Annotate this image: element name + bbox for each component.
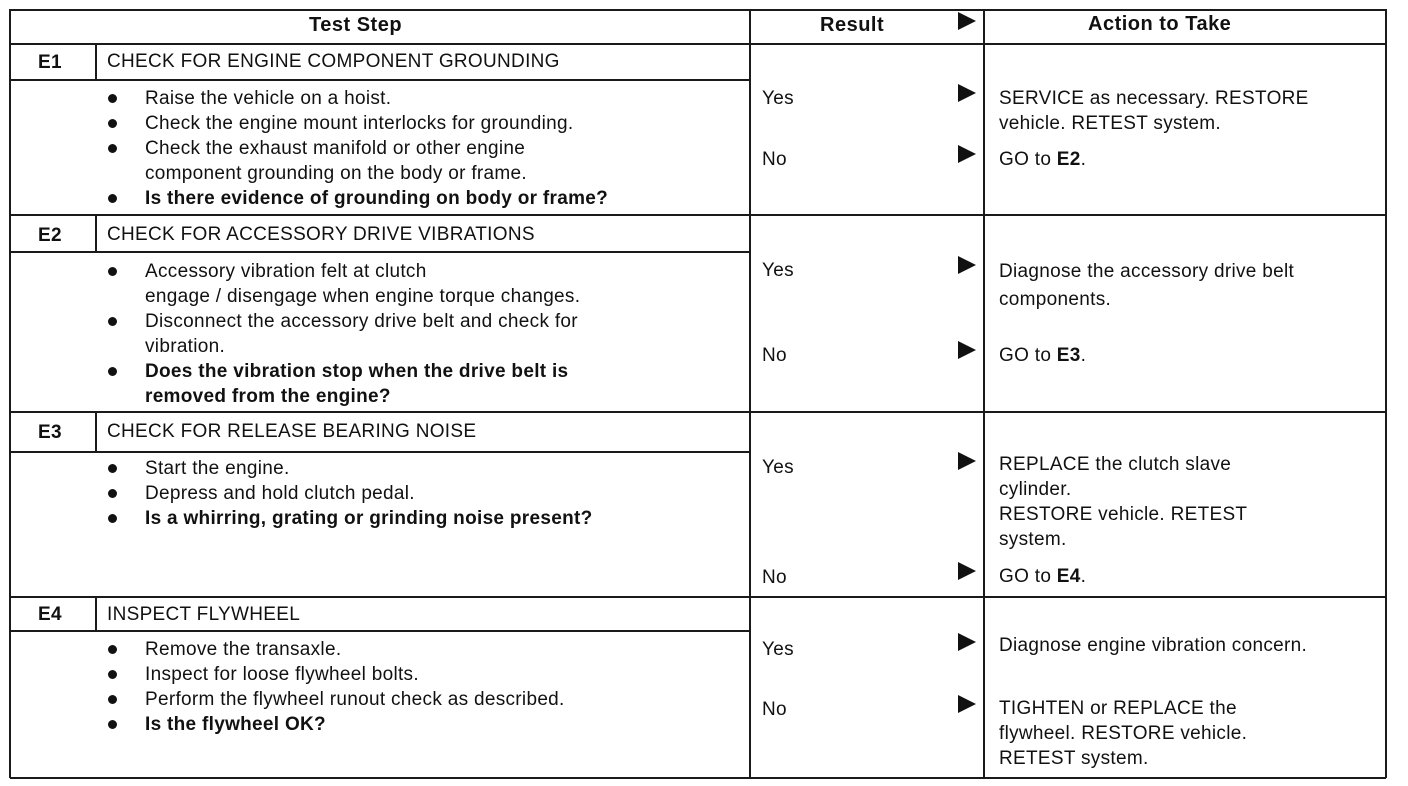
step-id-e2: E2: [38, 225, 62, 246]
header-arrow-icon: [958, 12, 976, 30]
list-item: Remove the transaxle.: [108, 637, 565, 662]
row-separator-e2-e3: [10, 411, 1386, 413]
list-item: Inspect for loose flywheel bolts.: [108, 662, 565, 687]
arrow-icon: [958, 452, 976, 470]
column-divider-action: [983, 9, 985, 778]
bullet-icon: [108, 464, 117, 473]
step-title-e2: CHECK FOR ACCESSORY DRIVE VIBRATIONS: [107, 224, 535, 245]
step-id-divider-e2: [95, 215, 97, 252]
step-e4-bullets: [108, 637, 565, 737]
list-item: Check the exhaust manifold or other engine component grounding on the body or frame.: [108, 136, 608, 186]
column-divider-result: [749, 9, 751, 778]
list-item: Raise the vehicle on a hoist.: [108, 86, 608, 111]
arrow-icon: [958, 145, 976, 163]
action-yes-e3: REPLACE the clutch slave cylinder. RESTORE vehicle. RETEST system.: [999, 454, 1248, 550]
step-title-underline-e1: [10, 79, 750, 81]
result-yes-e3: Yes: [762, 457, 794, 478]
bullet-icon: [108, 317, 117, 326]
table-top-border: [10, 9, 1386, 11]
step-title-underline-e3: [10, 451, 750, 453]
step-id-e1: E1: [38, 52, 62, 73]
bullet-icon: [108, 514, 117, 523]
row-separator-e1-e2: [10, 214, 1386, 216]
table-right-border: [1385, 9, 1387, 778]
arrow-icon: [958, 256, 976, 274]
bullet-icon: [108, 119, 117, 128]
result-yes-e2: Yes: [762, 260, 794, 281]
action-yes-e4: Diagnose engine vibration concern.: [999, 635, 1308, 656]
header-result: Result: [820, 14, 885, 36]
bullet-icon: [108, 94, 117, 103]
step-title-e3: CHECK FOR RELEASE BEARING NOISE: [107, 421, 477, 442]
action-no-e3: GO to E4.: [999, 566, 1087, 587]
header-action: Action to Take: [1088, 13, 1232, 35]
action-no-e4: TIGHTEN or REPLACE the flywheel. RESTORE vehicle. RETEST system.: [999, 698, 1248, 769]
step-id-e3: E3: [38, 422, 62, 443]
bullet-icon: [108, 144, 117, 153]
list-item-question: Does the vibration stop when the drive belt is removed from the engine?: [108, 359, 580, 409]
table-bottom-border: [10, 777, 1386, 779]
step-e2-bullets: [108, 259, 580, 409]
result-yes-e1: Yes: [762, 88, 794, 109]
action-yes-e1: SERVICE as necessary. RESTORE vehicle. RETEST system.: [999, 88, 1309, 134]
list-item-question: Is there evidence of grounding on body or frame?: [108, 186, 608, 211]
list-item-question: Is the flywheel OK?: [108, 712, 565, 737]
bullet-icon: [108, 645, 117, 654]
list-item: Start the engine.: [108, 456, 593, 481]
table-left-border: [9, 9, 11, 778]
bullet-icon: [108, 695, 117, 704]
step-title-underline-e4: [10, 630, 750, 632]
bullet-icon: [108, 720, 117, 729]
result-no-e1: No: [762, 149, 787, 170]
bullet-icon: [108, 267, 117, 276]
arrow-icon: [958, 84, 976, 102]
step-id-divider-e4: [95, 597, 97, 631]
step-e3-bullets: [108, 456, 593, 531]
step-title-e1: CHECK FOR ENGINE COMPONENT GROUNDING: [107, 51, 560, 72]
bullet-icon: [108, 489, 117, 498]
step-e1-bullets: [108, 86, 608, 211]
result-no-e2: No: [762, 345, 787, 366]
step-id-e4: E4: [38, 604, 62, 625]
header-bottom-border: [10, 43, 1386, 45]
row-separator-e3-e4: [10, 596, 1386, 598]
step-title-underline-e2: [10, 251, 750, 253]
list-item: Check the engine mount interlocks for grounding.: [108, 111, 608, 136]
result-yes-e4: Yes: [762, 639, 794, 660]
result-no-e3: No: [762, 567, 787, 588]
step-title-e4: INSPECT FLYWHEEL: [107, 604, 301, 625]
arrow-icon: [958, 695, 976, 713]
action-no-e1: GO to E2.: [999, 149, 1087, 170]
bullet-icon: [108, 367, 117, 376]
bullet-icon: [108, 670, 117, 679]
step-id-divider-e1: [95, 44, 97, 80]
bullet-icon: [108, 194, 117, 203]
list-item-question: Is a whirring, grating or grinding noise present?: [108, 506, 593, 531]
result-no-e4: No: [762, 699, 787, 720]
list-item: Depress and hold clutch pedal.: [108, 481, 593, 506]
step-id-divider-e3: [95, 412, 97, 452]
arrow-icon: [958, 341, 976, 359]
action-no-e2: GO to E3.: [999, 345, 1087, 366]
list-item: Disconnect the accessory drive belt and check for vibration.: [108, 309, 580, 359]
arrow-icon: [958, 633, 976, 651]
list-item: Accessory vibration felt at clutch engage / disengage when engine torque changes.: [108, 259, 580, 309]
list-item: Perform the flywheel runout check as described.: [108, 687, 565, 712]
action-yes-e2: Diagnose the accessory drive belt components.: [999, 261, 1295, 310]
header-test-step: Test Step: [309, 14, 403, 36]
arrow-icon: [958, 562, 976, 580]
